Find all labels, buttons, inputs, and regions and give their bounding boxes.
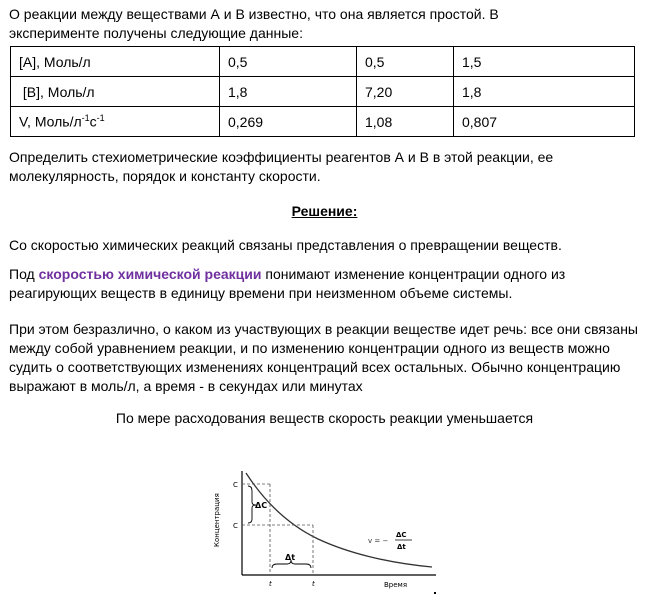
paragraph-1: Со скоростью химических реакций связаны представления о превращении веществ. bbox=[9, 237, 562, 253]
x-axis-label: Время bbox=[384, 581, 408, 589]
table-cell: 7,20 bbox=[357, 77, 454, 107]
intro-text: О реакции между веществами А и В известно, что она является простой. В эксперименте получены следующие данные: bbox=[9, 6, 499, 41]
p2-before: Под bbox=[9, 266, 39, 282]
concentration-time-chart bbox=[208, 467, 442, 601]
formula-denominator: Δt bbox=[397, 543, 406, 551]
concentration-curve bbox=[246, 473, 432, 567]
task-text: Определить стехиометрические коэффициенты реагентов А и В в этой реакции, ее молекулярность, порядок и константу скорости. bbox=[9, 149, 554, 184]
x-tick-label: t bbox=[269, 580, 272, 588]
table-cell: 1,8 bbox=[220, 77, 357, 107]
table-cell: [A], Моль/л bbox=[11, 47, 220, 77]
solution-heading-text: Решение: bbox=[291, 203, 358, 219]
paragraph-2 bbox=[9, 265, 639, 303]
table-cell: 0,5 bbox=[357, 47, 454, 77]
table-cell: 0,807 bbox=[454, 107, 635, 137]
table-cell: 1,08 bbox=[357, 107, 454, 137]
table-row bbox=[11, 107, 635, 137]
table-cell: 1,8 bbox=[454, 77, 635, 107]
table-cell bbox=[11, 107, 220, 137]
superscript: -1 bbox=[81, 113, 90, 124]
delta-c-label: ΔC bbox=[255, 501, 268, 510]
table-row bbox=[11, 47, 635, 77]
superscript: -1 bbox=[96, 113, 105, 124]
paragraph-3: При этом безразлично, о каком из участвующих в реакции веществе идет речь: все они связаны между собой уравнением реакции, и по изменению концентрации одного из веществ можно судить о соответствующих изменениях концентраций всех остальных. Обычно концентрацию выражают в моль/л, а время - в секундах или минутах bbox=[9, 321, 638, 394]
rate-definition-highlight: скоростью химической реакции bbox=[38, 266, 262, 282]
chart-caption: По мере расходования веществ скорость реакции уменьшается bbox=[115, 410, 534, 426]
p2-after: понимают изменение концентрации одного из реагирующих веществ в единицу времени при неизменном объеме системы. bbox=[9, 266, 566, 301]
x-tick-label: t bbox=[312, 580, 315, 588]
table-row bbox=[11, 77, 635, 107]
formula-lhs: v = − bbox=[368, 537, 389, 545]
stray-dot bbox=[434, 592, 436, 594]
solution-heading bbox=[0, 202, 649, 221]
table-cell: 0,5 bbox=[220, 47, 357, 77]
table-cell: 0,269 bbox=[220, 107, 357, 137]
table-cell: 1,5 bbox=[454, 47, 635, 77]
delta-t-label: Δt bbox=[285, 553, 296, 562]
formula-numerator: ΔC bbox=[396, 531, 407, 539]
y-tick-label: C bbox=[233, 481, 238, 489]
experiment-table bbox=[10, 46, 635, 137]
rate-unit: V, Моль/л bbox=[19, 113, 82, 130]
rate-unit-time: с bbox=[89, 113, 97, 130]
y-tick-label: C bbox=[233, 522, 238, 530]
table-cell: [B], Моль/л bbox=[11, 77, 220, 107]
y-axis-label: Концентрация bbox=[213, 493, 221, 547]
